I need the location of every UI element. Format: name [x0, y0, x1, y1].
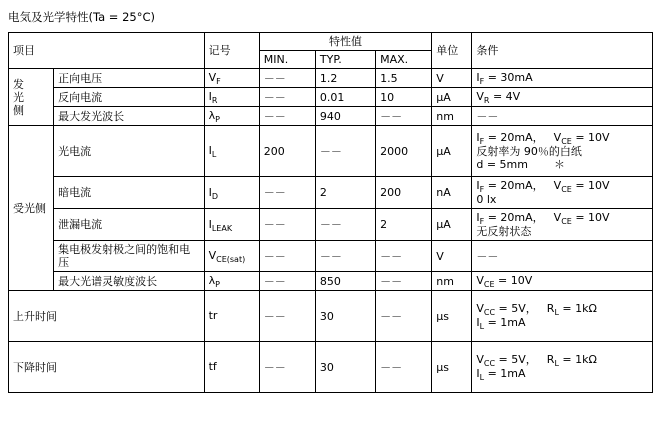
param-condition: －－ — [472, 107, 653, 126]
param-unit: µA — [432, 126, 472, 177]
param-name: 最大光谱灵敏度波长 — [54, 272, 204, 291]
param-condition: $I_F = 20mA$， $V_{CE} = 10V$ 反射率为 90％的白纸 d = 5mm ＊ — [472, 126, 653, 177]
param-unit: µA — [432, 88, 472, 107]
param-typ: 850 — [315, 272, 375, 291]
param-name: 下降时间 — [9, 342, 205, 393]
table-body — [9, 69, 653, 393]
param-unit: µA — [432, 209, 472, 241]
param-max: 2000 — [376, 126, 432, 177]
table-row — [9, 342, 653, 393]
param-max: －－ — [376, 342, 432, 393]
table-row — [9, 126, 653, 177]
param-max: －－ — [376, 107, 432, 126]
param-condition: $I_F = 30mA$ — [472, 69, 653, 88]
param-name: 暗电流 — [54, 177, 204, 209]
param-max: 2 — [376, 209, 432, 241]
param-min: －－ — [259, 88, 315, 107]
param-unit: nm — [432, 107, 472, 126]
param-min: －－ — [259, 241, 315, 272]
table-caption: 电気及光学特性(Ta = 25°C) — [8, 10, 156, 24]
param-symbol: $\lambda_P$ — [204, 272, 259, 291]
group-label-receiver: 受光侧 — [9, 126, 54, 291]
param-unit: V — [432, 69, 472, 88]
header-unit: 单位 — [432, 33, 472, 69]
param-min: －－ — [259, 272, 315, 291]
param-name: 光电流 — [54, 126, 204, 177]
param-name: 集电极发射极之间的饱和电压 — [54, 241, 204, 272]
param-symbol: $I_L$ — [204, 126, 259, 177]
table-row — [9, 241, 653, 272]
param-typ: 0.01 — [315, 88, 375, 107]
table-head — [9, 33, 653, 69]
param-symbol: $I_R$ — [204, 88, 259, 107]
param-condition: $V_R = 4V$ — [472, 88, 653, 107]
param-max: －－ — [376, 291, 432, 342]
param-condition: $V_{CC} = 5V$， $R_L = 1k\Omega$ $I_L = 1mA$ — [472, 291, 653, 342]
param-name: 上升时间 — [9, 291, 205, 342]
header-typ: TYP. — [315, 51, 375, 69]
param-min: －－ — [259, 177, 315, 209]
param-name: 泄漏电流 — [54, 209, 204, 241]
param-unit: V — [432, 241, 472, 272]
table-row — [9, 69, 653, 88]
param-typ: 940 — [315, 107, 375, 126]
param-min: －－ — [259, 209, 315, 241]
param-min: －－ — [259, 107, 315, 126]
param-typ: 2 — [315, 177, 375, 209]
param-symbol: tf — [204, 342, 259, 393]
param-typ: 30 — [315, 342, 375, 393]
param-max: －－ — [376, 272, 432, 291]
param-symbol: $V_{CE(sat)}$ — [204, 241, 259, 272]
param-typ: －－ — [315, 241, 375, 272]
param-typ: 30 — [315, 291, 375, 342]
param-max: 200 — [376, 177, 432, 209]
param-min: －－ — [259, 291, 315, 342]
param-symbol: $\lambda_P$ — [204, 107, 259, 126]
electro-optical-characteristics-table — [8, 32, 653, 393]
param-max: 10 — [376, 88, 432, 107]
param-min: －－ — [259, 69, 315, 88]
param-condition: $V_{CC} = 5V$， $R_L = 1k\Omega$ $I_L = 1mA$ — [472, 342, 653, 393]
param-min: 200 — [259, 126, 315, 177]
param-max: 1.5 — [376, 69, 432, 88]
header-max: MAX. — [376, 51, 432, 69]
group-label-emitter: 发 光 侧 — [9, 69, 54, 126]
table-row — [9, 209, 653, 241]
table-row — [9, 88, 653, 107]
param-unit: µs — [432, 291, 472, 342]
param-condition: $I_F = 20mA$， $V_{CE} = 10V$ 0 lx — [472, 177, 653, 209]
param-unit: nA — [432, 177, 472, 209]
header-min: MIN. — [259, 51, 315, 69]
param-typ: －－ — [315, 209, 375, 241]
param-symbol: $I_{LEAK}$ — [204, 209, 259, 241]
param-name: 最大发光波长 — [54, 107, 204, 126]
param-min: －－ — [259, 342, 315, 393]
param-unit: µs — [432, 342, 472, 393]
table-row — [9, 107, 653, 126]
param-symbol: tr — [204, 291, 259, 342]
param-name: 正向电压 — [54, 69, 204, 88]
param-condition: $I_F = 20mA$， $V_{CE} = 10V$ 无反射状态 — [472, 209, 653, 241]
header-item: 项目 — [9, 33, 205, 69]
header-condition: 条件 — [472, 33, 653, 69]
table-row — [9, 177, 653, 209]
param-symbol: $V_F$ — [204, 69, 259, 88]
param-condition: $V_{CE} = 10V$ — [472, 272, 653, 291]
param-condition: －－ — [472, 241, 653, 272]
param-symbol: $I_D$ — [204, 177, 259, 209]
param-name: 反向电流 — [54, 88, 204, 107]
table-row — [9, 272, 653, 291]
param-typ: －－ — [315, 126, 375, 177]
table-row — [9, 291, 653, 342]
param-max: －－ — [376, 241, 432, 272]
header-characteristic: 特性值 — [259, 33, 432, 51]
header-symbol: 记号 — [204, 33, 259, 69]
header-row-top — [9, 33, 653, 51]
param-typ: 1.2 — [315, 69, 375, 88]
param-unit: nm — [432, 272, 472, 291]
